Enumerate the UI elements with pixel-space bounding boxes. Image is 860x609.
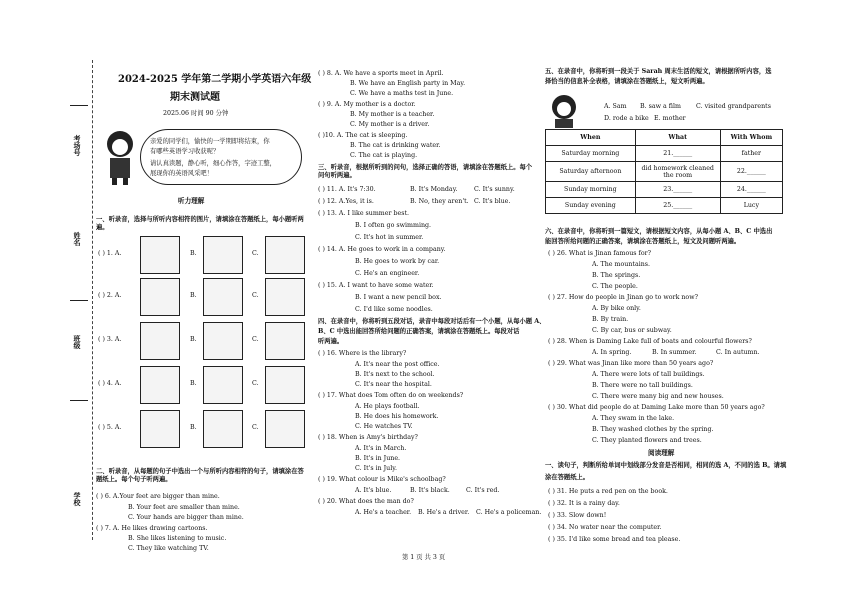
q29-c: C. There were many big and new houses.	[592, 393, 724, 400]
q29-q: ( ) 29. What was Jinan like more than 50 years ago?	[548, 360, 714, 367]
margin-rule	[70, 300, 88, 301]
option-label-b: B.	[190, 292, 197, 299]
option-label-c: C.	[252, 424, 259, 431]
greeting-line: 展现你的英语风采吧！	[150, 170, 213, 177]
option-label-b: B.	[190, 380, 197, 387]
exam-date-time: 2025.06 时间 90 分钟	[163, 110, 229, 117]
q11-c: C. It's sunny.	[474, 186, 515, 193]
q26-b: B. The springs.	[592, 272, 641, 279]
margin-rule	[70, 400, 88, 401]
pronunciation-item: ( ) 31. He puts a red pen on the book.	[548, 488, 668, 495]
picture-question: ( ) 2. A.	[98, 292, 122, 299]
sarah-illustration	[546, 92, 582, 128]
picture-option-c	[265, 366, 305, 404]
picture-option-b	[203, 236, 243, 274]
option-label-c: C.	[252, 380, 259, 387]
table-header: What	[635, 130, 720, 146]
greeting-line: 请认真读题，静心听，细心作答，字迹工整，	[150, 160, 276, 167]
pronunciation-item: ( ) 32. It is a rainy day.	[548, 500, 620, 507]
q15-a: ( ) 15. A. I want to have some water.	[318, 282, 434, 289]
q9-a: ( ) 9. A. My mother is a doctor.	[318, 101, 416, 108]
option-label-c: C.	[252, 292, 259, 299]
pronunciation-item: ( ) 34. No water near the computer.	[548, 524, 662, 531]
option-e: E. mother	[654, 115, 686, 122]
binding-line	[92, 60, 93, 540]
q14-a: ( ) 14. A. He goes to work in a company.	[318, 246, 446, 253]
table-cell: did homework cleaned the room	[635, 162, 720, 182]
table-cell: Saturday morning	[546, 146, 636, 162]
picture-option-a	[140, 366, 180, 404]
picture-question: ( ) 1. A.	[98, 250, 122, 257]
section3-title: 三、听录音，根据所听到的问句，选择正确的答语，请填涂在答题纸上。每个问句听两遍。	[318, 164, 533, 179]
section4-title-3: 听两遍。	[318, 338, 344, 345]
q16-b: B. It's next to the school.	[355, 371, 435, 378]
section2-title: 二、听录音，从每题的句子中选出一个与所听内容相符的句子，请填涂在答题纸上。每个句子听两遍。	[96, 468, 304, 483]
q26-c: C. The people.	[592, 283, 638, 290]
q11-b: B. It's Monday.	[410, 186, 458, 193]
picture-option-b	[203, 410, 243, 448]
q16-a: A. It's near the post office.	[355, 361, 440, 368]
q17-b: B. He does his homework.	[355, 413, 439, 420]
student-cartoon	[100, 128, 140, 186]
option-a: A. Sam	[604, 103, 627, 110]
q29-a: A. There were lots of tall buildings.	[592, 371, 705, 378]
table-cell: Lucy	[720, 198, 782, 214]
q26-q: ( ) 26. What is Jinan famous for?	[548, 250, 652, 257]
margin-school: 学校	[73, 492, 82, 506]
q17-a: A. He plays football.	[355, 403, 420, 410]
q20-a: A. He's a teacher.	[355, 509, 412, 516]
q12-b: B. No, they aren't.	[410, 198, 469, 205]
q18-q: ( ) 18. When is Amy's birthday?	[318, 434, 418, 441]
option-label-c: C.	[252, 336, 259, 343]
section6-title-2: 能回答所给问题的正确答案，请填涂在答题纸上，短文及问题听两遍。	[545, 238, 741, 245]
table-header: With Whom	[720, 130, 782, 146]
section7-title-2: 涂在答题纸上。	[545, 474, 590, 481]
option-label-b: B.	[190, 336, 197, 343]
table-cell: 23.______	[635, 182, 720, 198]
q18-a: A. It's in March.	[355, 445, 407, 452]
picture-option-c	[265, 278, 305, 316]
q30-q: ( ) 30. What did people do at Daming Lake more than 50 years ago?	[548, 404, 765, 411]
q13-c: C. It's hot in summer.	[355, 234, 424, 241]
q10-c: C. The cat is playing.	[350, 152, 418, 159]
q9-b: B. My mother is a teacher.	[350, 111, 435, 118]
pronunciation-item: ( ) 33. Slow down!	[548, 512, 607, 519]
q12-a: ( ) 12. A.Yes, it is.	[318, 198, 374, 205]
q7-a: ( ) 7. A. He likes drawing cartoons.	[96, 525, 208, 532]
q20-c: C. He's a policeman.	[476, 509, 542, 516]
page-subtitle: 期末测试题	[170, 92, 220, 103]
q16-c: C. It's near the hospital.	[355, 381, 432, 388]
q18-b: B. It's in June.	[355, 455, 401, 462]
q12-c: C. It's blue.	[474, 198, 511, 205]
q6-b: B. Your feet are smaller than mine.	[128, 504, 240, 511]
margin-rule	[70, 105, 88, 106]
section5-title-2: 择恰当的信息补全表格，请填涂在答题纸上，短文听两遍。	[545, 78, 709, 85]
q19-q: ( ) 19. What colour is Mike's schoolbag?	[318, 476, 446, 483]
margin-class: 班级	[73, 335, 82, 349]
greeting-line: 有哪些英语学习收获呢？	[150, 148, 220, 155]
picture-option-b	[203, 366, 243, 404]
listening-heading: 听力理解	[178, 197, 205, 205]
option-label-c: C.	[252, 250, 259, 257]
q6-c: C. Your hands are bigger than mine.	[128, 514, 244, 521]
section6-title-1: 六、在录音中，你将听到一篇短文，请根据短文内容，从每小题 A、B、C 中选出	[545, 228, 773, 235]
option-c: C. visited grandparents	[696, 103, 771, 110]
q27-c: C. By car, bus or subway.	[592, 327, 672, 334]
table-cell: Saturday afternoon	[546, 162, 636, 182]
picture-question: ( ) 5. A.	[98, 424, 122, 431]
pronunciation-item: ( ) 35. I'd like some bread and tea please.	[548, 536, 681, 543]
q8-c: C. We have a maths test in June.	[350, 90, 454, 97]
picture-option-a	[140, 322, 180, 360]
q15-b: B. I want a new pencil box.	[355, 294, 442, 301]
margin-name: 姓名	[73, 232, 82, 246]
table-cell: Sunday morning	[546, 182, 636, 198]
q30-c: C. They planted flowers and trees.	[592, 437, 702, 444]
table-cell: 25.______	[635, 198, 720, 214]
picture-question: ( ) 3. A.	[98, 336, 122, 343]
section5-title-1: 五、在录音中，你将听到一段关于 Sarah 周末生活的短文，请根据所听内容，选	[545, 68, 772, 75]
q27-b: B. By train.	[592, 316, 629, 323]
table-cell: Sunday evening	[546, 198, 636, 214]
q30-b: B. They washed clothes by the spring.	[592, 426, 714, 433]
q15-c: C. I'd like some noodles.	[355, 306, 433, 313]
sarah-table	[545, 129, 783, 214]
section4-title-1: 四、在录音中，你将听到五段对话，录音中每段对话后有一个小题，从每小题 A、	[318, 318, 546, 325]
q16-q: ( ) 16. Where is the library?	[318, 350, 407, 357]
q7-b: B. She likes listening to music.	[128, 535, 227, 542]
q13-a: ( ) 13. A. I like summer best.	[318, 210, 410, 217]
margin-exam-room: 考场号	[73, 135, 82, 156]
q20-b: B. He's a driver.	[418, 509, 470, 516]
q8-b: B. We have an English party in May.	[350, 80, 466, 87]
picture-option-c	[265, 322, 305, 360]
q8-a: ( ) 8. A. We have a sports meet in April.	[318, 70, 444, 77]
page-footer: 第 1 页 共 3 页	[402, 554, 446, 561]
option-b: B. saw a film	[640, 103, 681, 110]
section1-title: 一、听录音，选择与所听内容相符的图片，请填涂在答题纸上，每小题听两遍。	[96, 216, 304, 231]
q30-a: A. They swam in the lake.	[592, 415, 675, 422]
option-label-b: B.	[190, 424, 197, 431]
q14-c: C. He's an engineer.	[355, 270, 420, 277]
option-d: D. rode a bike	[604, 115, 649, 122]
section7-title-1: 一、读句子，判断所给单词中划线部分发音是否相同，相同的选 A，不同的选 B。请填	[545, 462, 787, 469]
q9-c: C. My mother is a driver.	[350, 121, 430, 128]
picture-option-a	[140, 410, 180, 448]
picture-option-c	[265, 410, 305, 448]
q20-q: ( ) 20. What does the man do?	[318, 498, 414, 505]
q28-q: ( ) 28. When is Daming Lake full of boats and colourful flowers?	[548, 338, 752, 345]
q14-b: B. He goes to work by car.	[355, 258, 440, 265]
q19-a: A. It's blue.	[355, 487, 392, 494]
q11-a: ( ) 11. A. It's 7:30.	[318, 186, 376, 193]
reading-heading: 阅读理解	[648, 449, 675, 457]
table-cell: 24.______	[720, 182, 782, 198]
q10-a: ( )10. A. The cat is sleeping.	[318, 132, 408, 139]
q28-b: B. In summer.	[652, 349, 697, 356]
option-label-b: B.	[190, 250, 197, 257]
q26-a: A. The mountains.	[592, 261, 650, 268]
q29-b: B. There were no tall buildings.	[592, 382, 693, 389]
table-header: When	[546, 130, 636, 146]
picture-option-b	[203, 322, 243, 360]
table-cell: 21.______	[635, 146, 720, 162]
q27-q: ( ) 27. How do people in Jinan go to work now?	[548, 294, 698, 301]
q18-c: C. It's in July.	[355, 465, 397, 472]
picture-option-c	[265, 236, 305, 274]
picture-option-b	[203, 278, 243, 316]
picture-question: ( ) 4. A.	[98, 380, 122, 387]
q10-b: B. The cat is drinking water.	[350, 142, 441, 149]
q28-c: C. In autumn.	[716, 349, 760, 356]
q6-a: ( ) 6. A.Your feet are bigger than mine.	[96, 493, 220, 500]
table-cell: father	[720, 146, 782, 162]
q28-a: A. In spring.	[592, 349, 632, 356]
picture-option-a	[140, 236, 180, 274]
table-cell: 22.______	[720, 162, 782, 182]
section4-title-2: B、C 中选出能回答所给问题的正确答案，请填涂在答题纸上。每段对话	[318, 328, 520, 335]
greeting-line: 亲爱的同学们，愉快的一学期即将结束，你	[150, 138, 270, 145]
q7-c: C. They like watching TV.	[128, 545, 209, 552]
q13-b: B. I often go swimming.	[355, 222, 432, 229]
q17-q: ( ) 17. What does Tom often do on weekends?	[318, 392, 464, 399]
q17-c: C. He watches TV.	[355, 423, 413, 430]
q27-a: A. By bike only.	[592, 305, 641, 312]
page-title: 2024-2025 学年第二学期小学英语六年级	[118, 74, 312, 85]
q19-c: C. It's red.	[466, 487, 500, 494]
picture-option-a	[140, 278, 180, 316]
q19-b: B. It's black.	[410, 487, 450, 494]
